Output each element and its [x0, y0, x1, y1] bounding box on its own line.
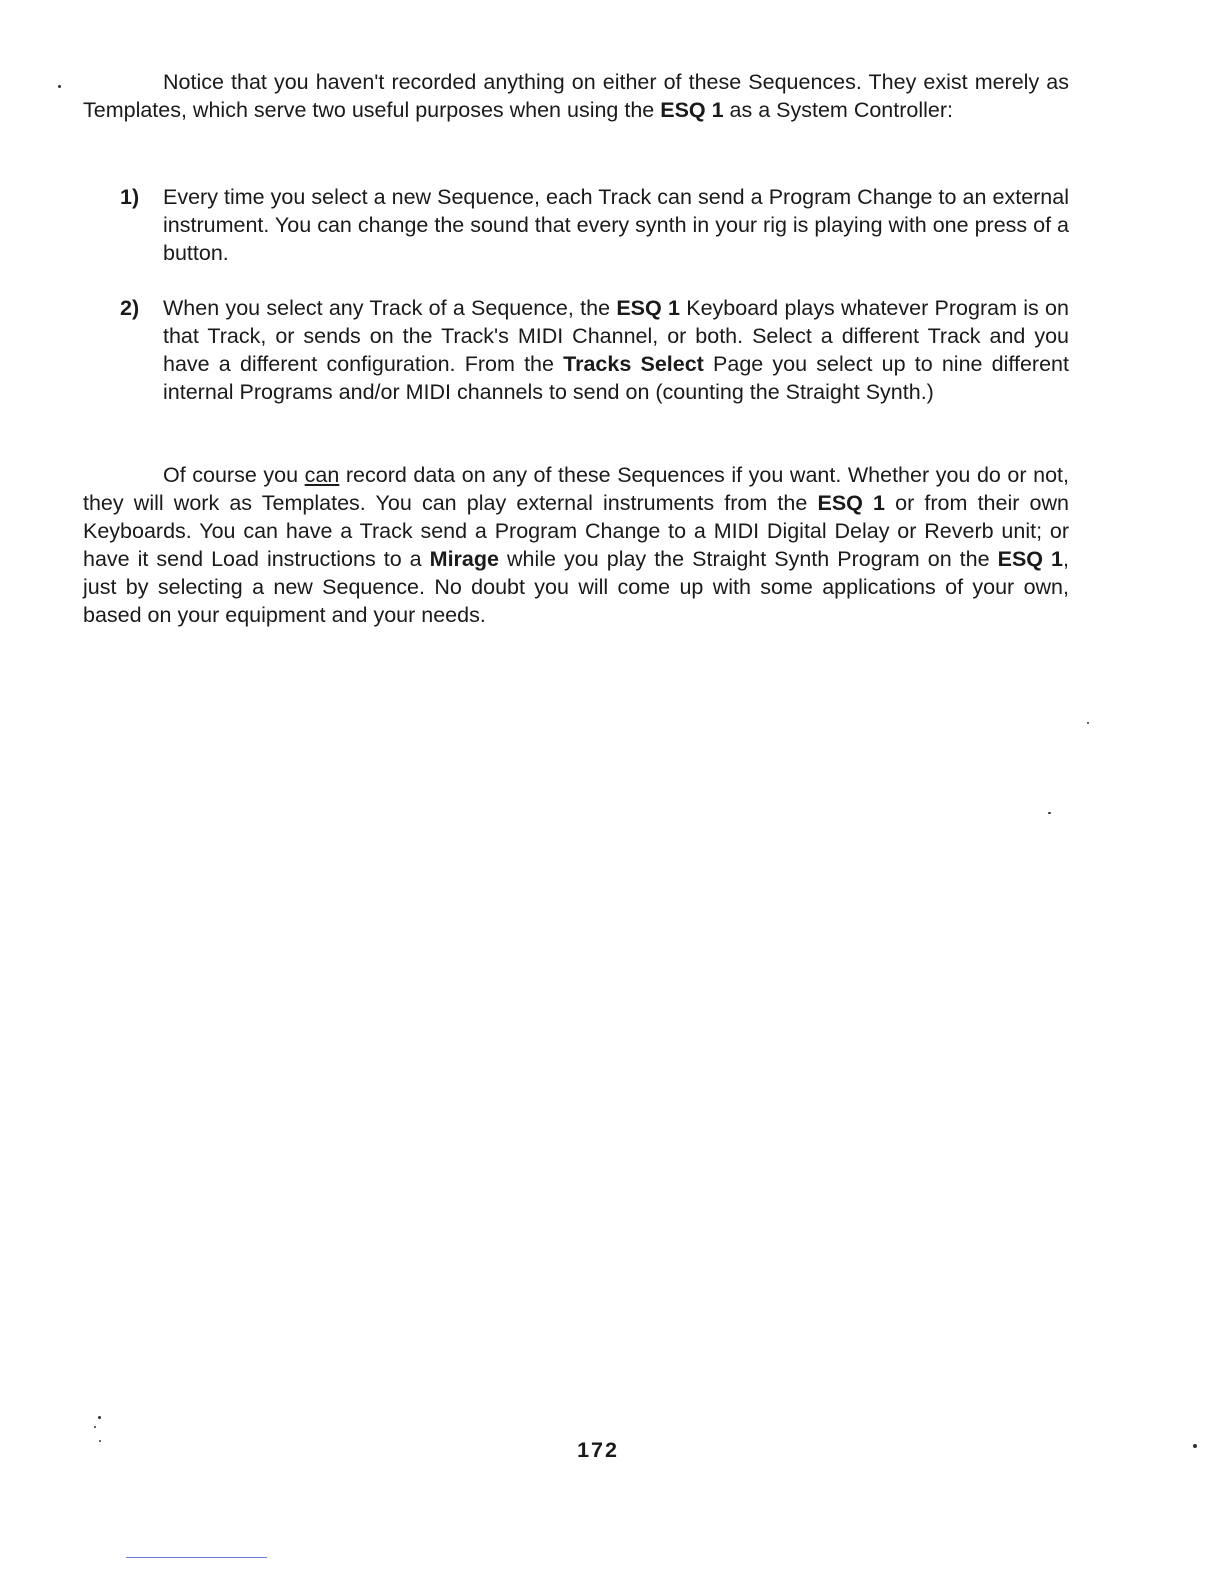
- closing-text-2: record data on any of these Sequences if you want. Whether you do or not, they will work as Templates. You can play external instruments from the: [83, 463, 1069, 515]
- scan-speck: [94, 1426, 96, 1428]
- closing-underline-can: can: [304, 463, 340, 487]
- closing-paragraph: [83, 461, 1069, 629]
- page-number: 172: [577, 1438, 619, 1462]
- intro-bold-esq1: ESQ 1: [660, 98, 724, 122]
- list-item-body: [163, 294, 1069, 406]
- list-item-text-2: Keyboard plays whatever Program is on that Track, or sends on the Track's MIDI Channel, or both. Select a different Track and you have a different configuration. From the: [163, 296, 1069, 376]
- closing-bold-esq1: ESQ 1: [817, 491, 885, 515]
- intro-text-2: as a System Controller:: [723, 98, 953, 122]
- list-item-number: 1): [120, 185, 140, 209]
- list-item-body: [163, 183, 1069, 267]
- footer-rule: [126, 1557, 267, 1558]
- list-item-text-3: Page you select up to nine different internal Programs and/or MIDI channels to send on (counting the Straight Synth.): [163, 352, 1069, 404]
- closing-text-4: while you play the Straight Synth Program on the: [498, 547, 998, 571]
- scan-speck: [99, 1440, 101, 1442]
- list-item-text: Every time you select a new Sequence, each Track can send a Program Change to an external instrument. You can change the sound that every synth in your rig is playing with one press of a button.: [163, 185, 1069, 265]
- scan-speck: [58, 85, 61, 88]
- closing-bold-mirage: Mirage: [429, 547, 499, 571]
- closing-text-3: or from their own Keyboards. You can have a Track send a Program Change to a MIDI Digital Delay or Reverb unit; or have it send Load instructions to a: [83, 491, 1069, 571]
- list-item-2: [120, 294, 1069, 406]
- intro-paragraph: [83, 68, 1069, 124]
- list-item-number: 2): [120, 296, 140, 320]
- list-item-bold-tracks-select: Tracks Select: [563, 352, 704, 376]
- closing-bold-esq1-2: ESQ 1: [997, 547, 1064, 571]
- scan-speck: [1087, 722, 1089, 724]
- scan-speck: [98, 1416, 101, 1419]
- list-item-bold-esq1: ESQ 1: [616, 296, 680, 320]
- scan-speck: [1193, 1444, 1197, 1448]
- scan-speck: [1048, 812, 1051, 814]
- closing-text-5: , just by selecting a new Sequence. No doubt you will come up with some applications of your own, based on your equipment and your needs.: [83, 547, 1069, 627]
- intro-text-1: Notice that you haven't recorded anything on either of these Sequences. They exist merely as Templates, which serve two useful purposes when using the: [83, 70, 1069, 122]
- list-item-1: [120, 183, 1069, 267]
- closing-text-1: Of course you: [163, 463, 305, 487]
- list-item-text-1: When you select any Track of a Sequence, the: [163, 296, 617, 320]
